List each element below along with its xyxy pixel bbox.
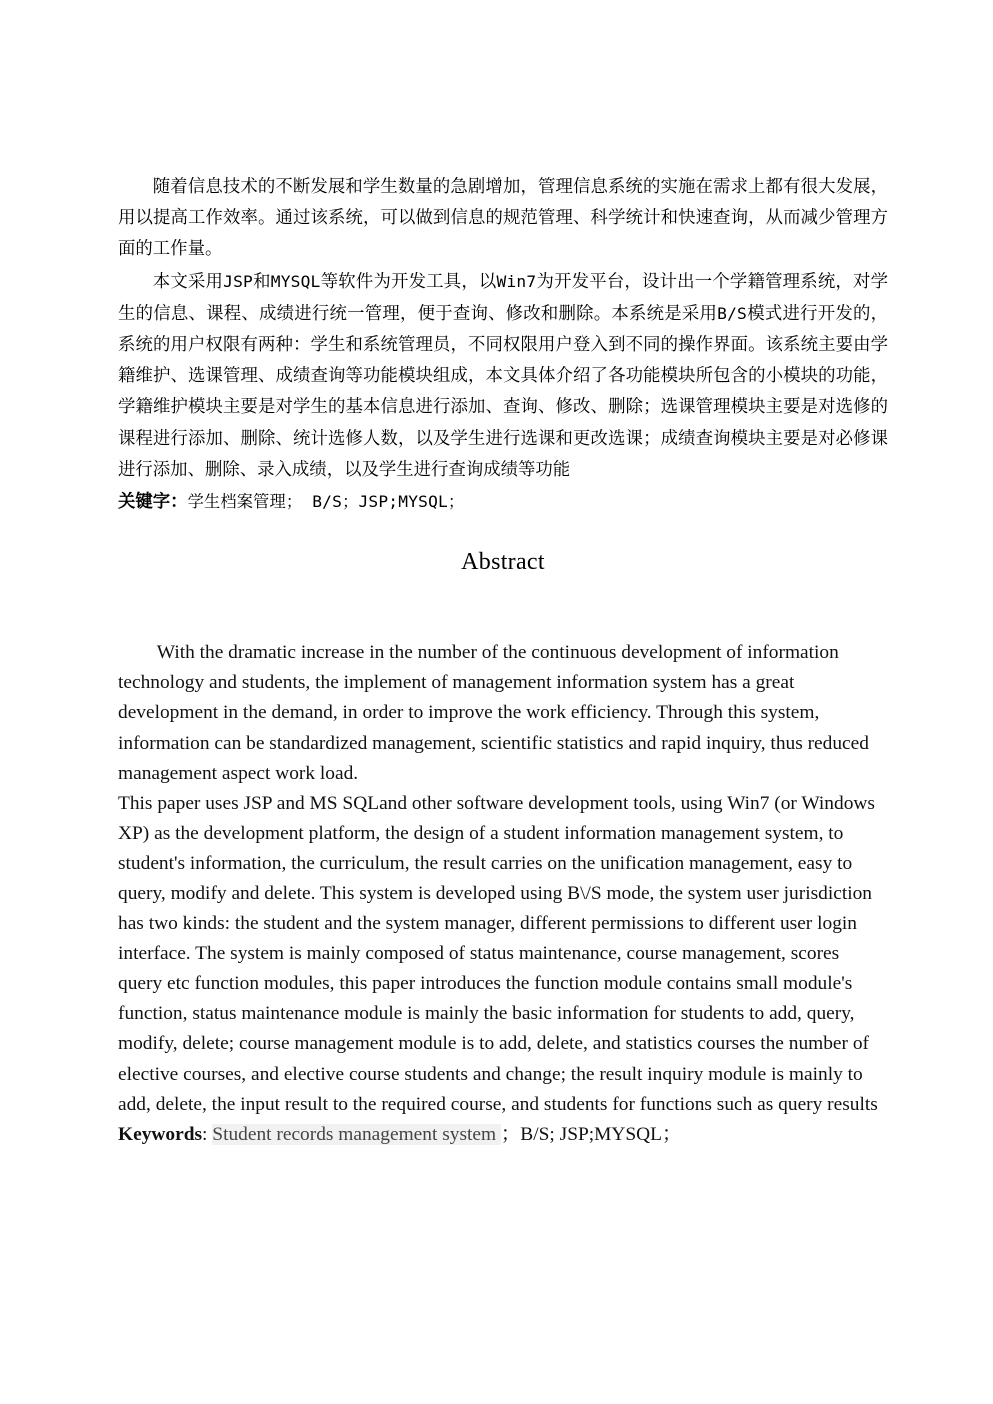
chinese-keywords-value: 学生档案管理； B/S；JSP;MYSQL； (187, 492, 465, 512)
chinese-keywords-label: 关键字： (118, 492, 188, 513)
chinese-paragraph-2-seg-5: 模式进行开发的，系统的用户权限有两种：学生和系统管理员，不同权限用户登入到不同的操作界面。该系统主要由学籍维护、选课管理、成绩查询等功能模块组成，本文具体介绍了各功能模块所包含的小模块的功能，学籍维护模块主要是对学生的基本信息进行添加、查询、修改、删除；选课管理模块主要是对选修的课程进行添加、删除、统计选修人数，以及学生进行选课和更改选课；成绩查询模块主要是对必修课进行添加、删除、录入成绩，以及学生进行查询成绩等功能 (118, 303, 888, 480)
english-keywords-label: Keywords (118, 1123, 203, 1145)
chinese-paragraph-2-seg-2: 和 (252, 271, 271, 292)
chinese-paragraph-2-seg-4: 为开发平台，设计出一个学籍管理系统，对学生的信息、课程、成绩进行统一管理，便于查询、修改和删除。本系统是采用 (118, 271, 888, 324)
english-keywords-highlighted-value: Student records management system (212, 1123, 501, 1145)
chinese-paragraph-1: 随着信息技术的不断发展和学生数量的急剧增加，管理信息系统的实施在需求上都有很大发展，用以提高工作效率。通过该系统，可以做到信息的规范管理、科学统计和快速查询，从而减少管理方面的工作量。 (118, 177, 888, 260)
chinese-paragraph-2-seg-3: 等软件为开发工具，以 (320, 271, 497, 292)
abstract-heading: Abstract (461, 549, 545, 576)
english-abstract-section (118, 638, 888, 1150)
english-paragraph-1: With the dramatic increase in the number of the continuous development of information technology and students, the implement of management information system has a great development in the demand, in order to improve the work efficiency. Through this system, information can be standardized management, scientific statistics and rapid inquiry, thus reduced management aspect work load. (118, 642, 869, 784)
chinese-paragraph-2-token-win7: Win7 (496, 271, 537, 291)
chinese-paragraph-2-token-bs: B/S (717, 303, 747, 323)
chinese-keywords-line (118, 486, 888, 518)
english-keywords-rest: ；B/S; JSP;MYSQL； (500, 1123, 682, 1145)
english-keywords-separator: : (202, 1123, 213, 1145)
heading-spacer (118, 578, 888, 638)
chinese-paragraph-2-seg-1: 本文采用 (152, 271, 224, 292)
english-paragraph-2: This paper uses JSP and MS SQLand other software development tools, using Win7 (or Windows XP) as the development platform, the design of a student information management system, to student's information, the curriculum, the result carries on the unification management, easy to query, modify and delete. This system is developed using B\/S mode, the system user jurisdiction has two kinds: the student and the system manager, different permissions to different user login interface. The system is mainly composed of status maintenance, course management, scores query etc function modules, this paper introduces the function module contains small module's function, status maintenance module is mainly the basic information for students to add, query, modify, delete; course management module is to add, delete, and statistics courses the number of elective courses, and elective course students and change; the result inquiry module is mainly to add, delete, the input result to the required course, and students for functions such as query results (118, 792, 878, 1115)
chinese-paragraph-2-token-mysql: MYSQL (270, 271, 321, 291)
chinese-paragraph-2-token-jsp: JSP (223, 271, 253, 291)
english-keywords-line (118, 1120, 888, 1150)
page-content (118, 172, 888, 1150)
chinese-paragraph-2 (118, 266, 888, 486)
chinese-abstract-section (118, 172, 888, 518)
